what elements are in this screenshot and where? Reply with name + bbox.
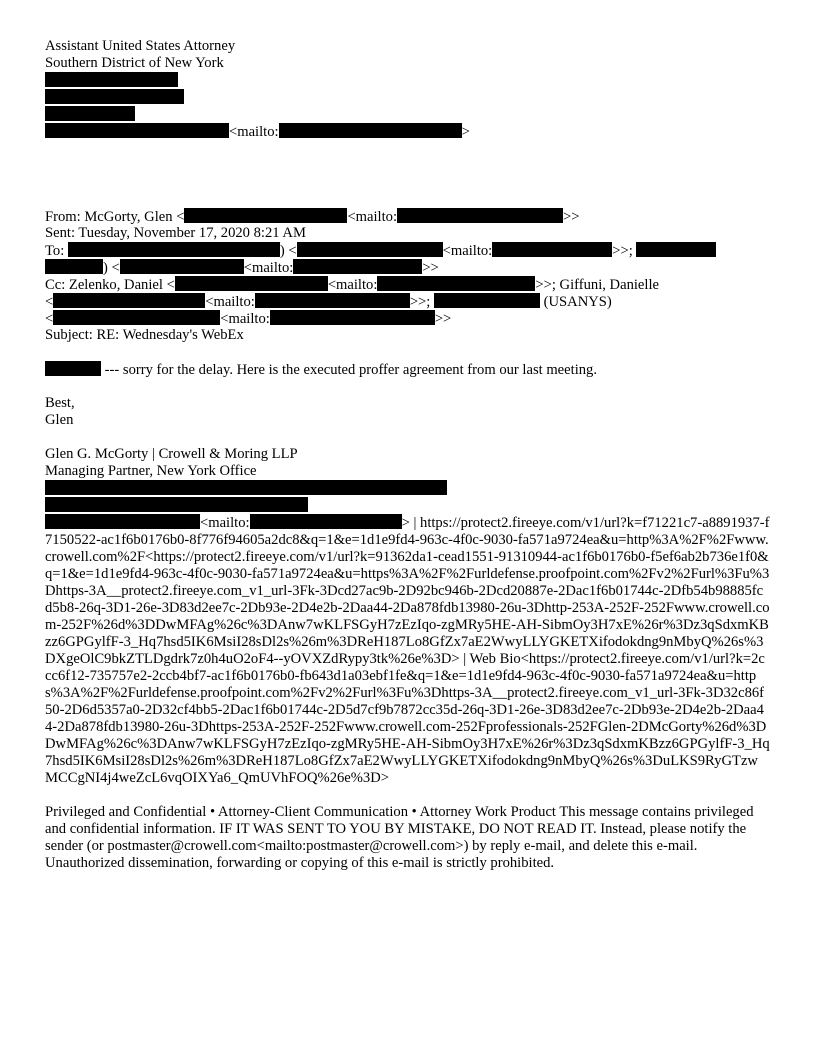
aus-office: Southern District of New York bbox=[45, 55, 224, 71]
aus-email-line bbox=[45, 123, 775, 140]
redaction bbox=[45, 106, 135, 121]
redaction bbox=[120, 259, 244, 274]
to-line-2: ) < <mailto: >> bbox=[45, 259, 775, 276]
redaction bbox=[45, 361, 101, 376]
redaction bbox=[45, 72, 178, 87]
redaction bbox=[250, 514, 402, 529]
redaction bbox=[636, 242, 716, 257]
cc-line-2: < <mailto: >>; (USANYS) bbox=[45, 294, 612, 310]
cc-line: Cc: Zelenko, Daniel < <mailto: >>; Giffuni, Danielle bbox=[45, 277, 659, 293]
redaction bbox=[293, 259, 422, 274]
disclaimer-prohibited: Unauthorized dissemination, forwarding or copying of this e-mail is strictly prohibited. bbox=[45, 855, 555, 871]
redaction bbox=[45, 497, 308, 512]
mailto-close: > bbox=[461, 124, 470, 140]
redaction bbox=[184, 208, 347, 223]
redaction bbox=[45, 89, 184, 104]
signature-position: Managing Partner, New York Office bbox=[45, 463, 257, 479]
redaction bbox=[45, 480, 447, 495]
to-line: To: ) < <mailto: >>; bbox=[45, 242, 775, 259]
redaction bbox=[53, 310, 220, 325]
redaction bbox=[175, 276, 328, 291]
redaction bbox=[377, 276, 535, 291]
closing: Best, bbox=[45, 395, 75, 411]
signature-urls[interactable]: > | https://protect2.fireeye.com/v1/url?k=f71221c7-a8891937-f7150522-ac1f6b0176b0-8f776f94605a2dc8&q=1&e=1d1e9fd4-963c-4f0c-9030-fa571a9724ea&u=http%3A%2F%2Fwww.crowell.com%2F<https://protect2.fireeye.com/v1/url?k=91362da1-cead1551-91310944-ac1f6b0176b0-f5ef6ab2b736e1f0&q=1&e=1d1e9fd4-963c-4f0c-9030-fa571a9724ea&u=https%3A%2F%2Furldefense.proofpoint.com%2Fv2%2Furl%3Fu%3Dhttps-3A__protect2.fireeye.com_v1_url-3Fk-3Dcd27ac9b-2D92bc946b-2Dcd20887e-2Dac1f6b01744c-2Dfb54b98885fcd5b8-26q-3D1-26e-3D83d2ee7c-2Db93e-2D4e2b-2Daa44-2Da878fdb13980-26u-3Dhttp-253A-252F-252Fwww.crowell.com-252F%26d%3DDwMFAg%26c%3DAnw7wKLFSGyH7zEzIqo-zgMRy5HE-AH-SibmOy3H7xE%26r%3Dz3qSdxmKBzz6GPGylfF-3_Hq7hsd5IK6MsiI28sDl2s%26m%3DReH187Lo8GfZx7aE2WwyLLYGKETXifodokdng9nMbyQ%26s%3DXgeOlC9bkZTLDgdrk7z0h4uO2oF4--yOVXZdRypy3tk%26e%3D> | Web Bio<https://protect2.fireeye.com/v1/url?k=2ccc6f12-735757e2-2ccb4bf7-ac1f6b0176b0-fb643d1a03ebf1fe&q=1&e=1d1e9fd4-963c-4f0c-9030-fa571a9724ea&u=https%3A%2F%2Furldefense.proofpoint.com%2Fv2%2Furl%3Fu%3Dhttps-3A__protect2.fireeye.com_v1_url-3Fk-3D32c86f50-2D6d5357a0-2D32cf4bb5-2Dac1f6b01744c-2D5d7cf9b7872cc35d-26q-3D1-26e-3D83d2ee7c-2Db93e-2D4e2b-2Daa44-2Da878fdb13980-26u-3Dhttps-253A-252F-252Fwww.crowell.com-252Fprofessionals-252FGlen-2DMcGorty%26d%3DDwMFAg%26c%3DAnw7wKLFSGyH7zEzIqo-zgMRy5HE-AH-SibmOy3H7xE%26r%3Dz3qSdxmKBzz6GPGylfF-3_Hq7hsd5IK6MsiI28sDl2s%26m%3DReH187Lo8GfZx7aE2WwyLLYGKETXifodokdng9nMbyQ%26s%3DuLKS9RyGTzwMCCgNI4j4weZcL6vqOIXYa6_QmUVhFOQ%26e%3D> bbox=[45, 515, 770, 786]
signature-links: <mailto: > | https://protect2.fireeye.com/v1/url?k=f71221c7-a8891937-f7150522-ac1f6b0176b0-8f776f94605a2dc8&q=1&e=1d1e9fd4-963c-4f0c-9030-fa571a9724ea&u=http%3A%2F%2Fwww.crowell.com%2F<https://protect2.fireeye.com/v1/url?k=91362da1-cead1551-91310944-ac1f6b0176b0-f5ef6ab2b736e1f0&q=1&e=1d1e9fd4-963c-4f0c-9030-fa571a9724ea&u=https%3A%2F%2Furldefense.proofpoint.com%2Fv2%2Furl%3Fu%3Dhttps-3A__protect2.fireeye.com_v1_url-3Fk-3Dcd27ac9b-2D92bc946b-2Dcd20887e-2Dac1f6b01744c-2Dfb54b98885fcd5b8-26q-3D1-26e-3D83d2ee7c-2Db93e-2D4e2b-2Daa44-2Da878fdb13980-26u-3Dhttp-253A-252F-252Fwww.crowell.com-252F%26d%3DDwMFAg%26c%3DAnw7wKLFSGyH7zEzIqo-zgMRy5HE-AH-SibmOy3H7xE%26r%3Dz3qSdxmKBzz6GPGylfF-3_Hq7hsd5IK6MsiI28sDl2s%26m%3DReH187Lo8GfZx7aE2WwyLLYGKETXifodokdng9nMbyQ%26s%3DXgeOlC9bkZTLDgdrk7z0h4uO2oF4--yOVXZdRypy3tk%26e%3D> | Web Bio<https://protect2.fireeye.com/v1/url?k=2ccc6f12-735757e2-2ccb4bf7-ac1f6b0176b0-fb643d1a03ebf1fe&q=1&e=1d1e9fd4-963c-4f0c-9030-fa571a9724ea&u=https%3A%2F%2Furldefense.proofpoint.com%2Fv2%2Furl%3Fu%3Dhttps-3A__protect2.fireeye.com_v1_url-3Fk-3D32c86f50-2D6d5357a0-2D32cf4bb5-2Dac1f6b01744c-2D5d7cf9b7872cc35d-26q-3D1-26e-3D83d2ee7c-2Db93e-2D4e2b-2Daa44-2Da878fdb13980-26u-3Dhttps-253A-252F-252Fwww.crowell.com-252Fprofessionals-252FGlen-2DMcGorty%26d%3DDwMFAg%26c%3DAnw7wKLFSGyH7zEzIqo-zgMRy5HE-AH-SibmOy3H7xE%26r%3Dz3qSdxmKBzz6GPGylfF-3_Hq7hsd5IK6MsiI28sDl2s%26m%3DReH187Lo8GfZx7aE2WwyLLYGKETXifodokdng9nMbyQ%26s%3DuLKS9RyGTzwMCCgNI4j4weZcL6vqOIXYa6_QmUVhFOQ%26e%3D> bbox=[45, 515, 770, 786]
redaction bbox=[53, 293, 205, 308]
mailto-text: <mailto: bbox=[229, 124, 279, 140]
redaction bbox=[297, 242, 443, 257]
signature-name: Glen G. McGorty | Crowell & Moring LLP bbox=[45, 446, 298, 462]
from-line: From: McGorty, Glen < <mailto: >> bbox=[45, 209, 580, 225]
email-document bbox=[45, 38, 775, 872]
aus-attorney-title: Assistant United States Attorney bbox=[45, 38, 236, 54]
redaction bbox=[492, 242, 612, 257]
redaction bbox=[270, 310, 435, 325]
redaction bbox=[397, 208, 563, 223]
redaction bbox=[434, 293, 540, 308]
redaction bbox=[279, 123, 462, 138]
message-line: --- sorry for the delay. Here is the executed proffer agreement from our last meeting. bbox=[45, 361, 775, 378]
redaction bbox=[45, 514, 200, 529]
disclaimer: Privileged and Confidential • Attorney-Client Communication • Attorney Work Product This message contains privileged and confidential information. IF IT WAS SENT TO YOU BY MISTAKE, DO NOT READ IT. Instead, please notify the sender (or postmaster@crowell.com<mailto:postmaster@crowell.com>) by reply e-mail, and delete this e-mail. bbox=[45, 804, 754, 854]
sender-name: Glen bbox=[45, 412, 74, 428]
redaction bbox=[45, 259, 103, 274]
sent-line: Sent: Tuesday, November 17, 2020 8:21 AM bbox=[45, 225, 306, 241]
cc-line-3: < <mailto: >> bbox=[45, 311, 452, 327]
subject-line: Subject: RE: Wednesday's WebEx bbox=[45, 327, 244, 343]
redaction bbox=[255, 293, 410, 308]
redaction bbox=[45, 123, 229, 138]
redaction bbox=[68, 242, 280, 257]
